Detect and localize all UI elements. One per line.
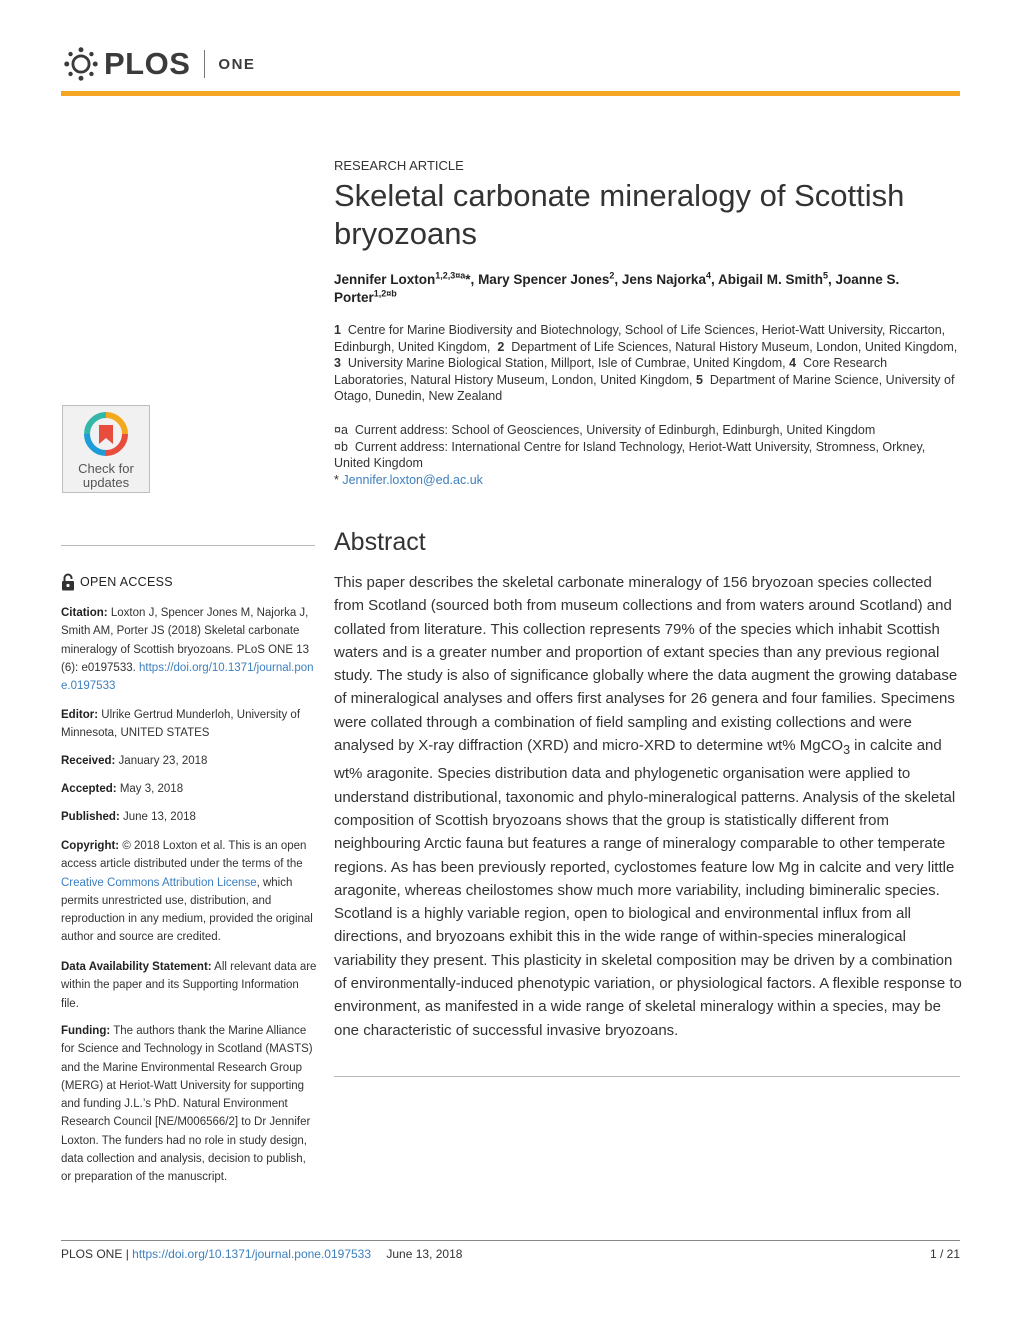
address-mark: ¤a	[334, 423, 348, 437]
header-accent-bar	[61, 91, 960, 96]
address-text: Current address: International Centre for Island Technology, Heriot-Watt University, Stromness, Orkney, United Kingdom	[334, 439, 926, 471]
author-separator: *,	[465, 272, 479, 287]
plos-logo-icon	[62, 45, 100, 83]
affiliation-text: Core Research Laboratories, Natural History Museum, London, United Kingdom,	[334, 356, 888, 387]
citation-text: Loxton J, Spencer Jones M, Najorka J, Smith AM, Porter JS (2018) Skeletal carbonate mineralogy of Scottish bryozoans. PLoS ONE 13 (6): e0197533.	[61, 607, 310, 674]
citation-block	[61, 604, 317, 695]
author-name[interactable]: Abigail M. Smith	[717, 272, 823, 287]
editor-block	[61, 706, 317, 743]
address-line	[334, 439, 960, 472]
page-footer	[61, 1247, 462, 1261]
copyright-label: Copyright:	[61, 840, 120, 852]
license-link[interactable]: Creative Commons Attribution License	[61, 876, 257, 889]
current-addresses	[334, 422, 960, 488]
published-date: June 13, 2018	[122, 811, 196, 823]
author-separator: ,	[710, 272, 718, 287]
article-type: RESEARCH ARTICLE	[334, 158, 464, 173]
open-access-label: OPEN ACCESS	[80, 575, 173, 589]
data-availability-label: Data Availability Statement:	[61, 961, 212, 973]
copyright-text-cont: , which permits unrestricted use, distribution, and reproduction in any medium, provided the original author and source are credited.	[61, 876, 313, 944]
author-affiliation-marks: 5	[823, 270, 829, 281]
address-line	[334, 422, 960, 439]
abstract-body-cont: in calcite and wt% aragonite. Species distribution data and phylogenetic organisation were applied to understand distributional, taxonomic and phylo-mineralogical patterns. Analysis of the skeletal composition of Scottish bryozoans shows that the group is statistically different from neighbouring Arctic fauna but features a range of mineralogy comparable to other temperate regions. As has been previously reported, cyclostomes feature low Mg in calcite and very little aragonite, whereas cheilostomes show much more variability, including bimineralic species. Scotland is a highly variable region, open to biological and environmental influx from all directions, and bryozoans exhibit this in the wide range of within-species mineralogical variability they present. This plasticity in skeletal composition may be driven by a combination of environmentally-induced phenotypic variation, or physiological factors. A flexible response to environment, as manifested in a wide range of skeletal mineralogy within a species, may be one characteristic of successful invasive bryozoans.	[334, 737, 962, 1039]
author-affiliation-marks: 1,2¤b	[373, 288, 397, 299]
logo-wordmark: PLOS	[104, 46, 191, 81]
data-availability-block	[61, 958, 317, 1013]
citation-label: Citation:	[61, 607, 108, 619]
published-block	[61, 808, 317, 826]
address-mark: ¤b	[334, 439, 348, 454]
open-lock-icon	[61, 573, 75, 591]
corresponding-mark: *	[334, 472, 339, 487]
bookmark-ring-icon	[84, 412, 128, 456]
abstract-divider	[334, 1076, 960, 1077]
funding-block	[61, 1022, 317, 1187]
affiliation-number: 3	[334, 356, 341, 371]
editor-label: Editor:	[61, 709, 99, 721]
author-name[interactable]: Jennifer Loxton	[334, 272, 436, 287]
funding-text: The authors thank the Marine Alliance for Science and Technology in Scotland (MASTS) and the Marine Environmental Research Group (MERG) at Heriot-Watt University for supporting and funding J.L.’s PhD. Natural Environment Research Council [NE/M006566/2] to Dr Jennifer Loxton. The funders had no role in study design, data collection and analysis, decision to publish, or preparation of the manuscript.	[61, 1025, 313, 1184]
affiliation-number: 5	[696, 372, 703, 387]
citation-doi-link[interactable]: https://doi.org/10.1371/journal.pone.0197533	[61, 661, 314, 693]
affiliation-text: Department of Marine Science, University of Otago, Dunedin, New Zealand	[334, 372, 955, 404]
check-for-updates-badge[interactable]	[62, 405, 150, 493]
author-separator: ,	[614, 272, 622, 287]
affiliation-number: 4	[789, 356, 797, 371]
affiliation-text: University Marine Biological Station, Millport, Isle of Cumbrae, United Kingdom,	[347, 356, 786, 371]
check-updates-line2: updates	[82, 475, 130, 490]
editor-text: Ulrike Gertrud Munderloh, University of Minnesota, UNITED STATES	[61, 709, 301, 740]
affiliation-list	[334, 322, 960, 405]
author-affiliation-marks: 2	[609, 270, 615, 281]
footer-divider	[61, 1240, 960, 1241]
author-name[interactable]: Mary Spencer Jones	[478, 272, 610, 287]
logo-divider	[204, 50, 205, 78]
abstract-heading: Abstract	[334, 528, 426, 556]
author-name[interactable]: Joanne S. Porter	[334, 272, 900, 305]
author-affiliation-marks: 1,2,3¤a	[435, 270, 466, 281]
data-availability-text: All relevant data are within the paper and its Supporting Information file.	[61, 961, 317, 1010]
received-date: January 23, 2018	[118, 755, 208, 767]
author-list	[334, 271, 960, 307]
author-name[interactable]: Jens Najorka	[621, 272, 706, 287]
address-text: Current address: School of Geosciences, University of Edinburgh, Edinburgh, United Kingdom	[354, 423, 876, 437]
sidebar-divider	[61, 545, 315, 546]
footer-doi-link[interactable]: https://doi.org/10.1371/journal.pone.0197533	[132, 1247, 372, 1261]
accepted-block	[61, 780, 317, 798]
funding-label: Funding:	[61, 1025, 111, 1037]
copyright-block	[61, 837, 317, 947]
affiliation-number: 1	[334, 323, 341, 337]
copyright-text: © 2018 Loxton et al. This is an open access article distributed under the terms of the	[61, 840, 307, 871]
article-title: Skeletal carbonate mineralogy of Scottish bryozoans	[334, 178, 905, 251]
affiliation-number: 2	[497, 339, 505, 354]
logo-journal-name: ONE	[218, 55, 256, 73]
author-affiliation-marks: 4	[705, 270, 711, 281]
open-access-badge	[61, 573, 173, 591]
footer-date: June 13, 2018	[386, 1247, 463, 1261]
footer-journal: PLOS ONE |	[61, 1247, 129, 1261]
abstract-subscript: 3	[843, 743, 851, 758]
affiliation-text: Department of Life Sciences, Natural History Museum, London, United Kingdom,	[511, 339, 958, 354]
published-label: Published:	[61, 811, 120, 823]
check-updates-line1: Check for	[78, 461, 134, 476]
received-block	[61, 752, 317, 770]
affiliation-text: Centre for Marine Biodiversity and Biotechnology, School of Life Sciences, Heriot-Watt University, Riccarton, Edinburgh, United Kingdom,	[334, 323, 946, 354]
accepted-date: May 3, 2018	[119, 783, 184, 795]
corresponding-author-line	[334, 472, 960, 489]
received-label: Received:	[61, 755, 116, 767]
author-separator: ,	[828, 272, 836, 287]
abstract-text	[334, 571, 964, 1042]
corresponding-email-link[interactable]: Jennifer.loxton@ed.ac.uk	[342, 472, 483, 487]
page-number: 1 / 21	[929, 1247, 960, 1261]
plos-one-logo[interactable]	[62, 44, 255, 84]
abstract-body: This paper describes the skeletal carbonate mineralogy of 156 bryozoan species collected from Scotland (sourced both from museum collections and from waters around Scotland) and collated from literature. This collection represents 79% of the species which inhabit Scottish waters and is a greater number and proportion of extant species than any previous regional study. The study is also of significance globally where the data augment the growing database of mineralogical analyses and offers first analyses for 26 genera and four families. Specimens were collated through a combination of field sampling and existing collections and were analysed by X-ray diffraction (XRD) and micro-XRD to determine wt% MgCO	[334, 574, 958, 755]
accepted-label: Accepted:	[61, 783, 117, 795]
